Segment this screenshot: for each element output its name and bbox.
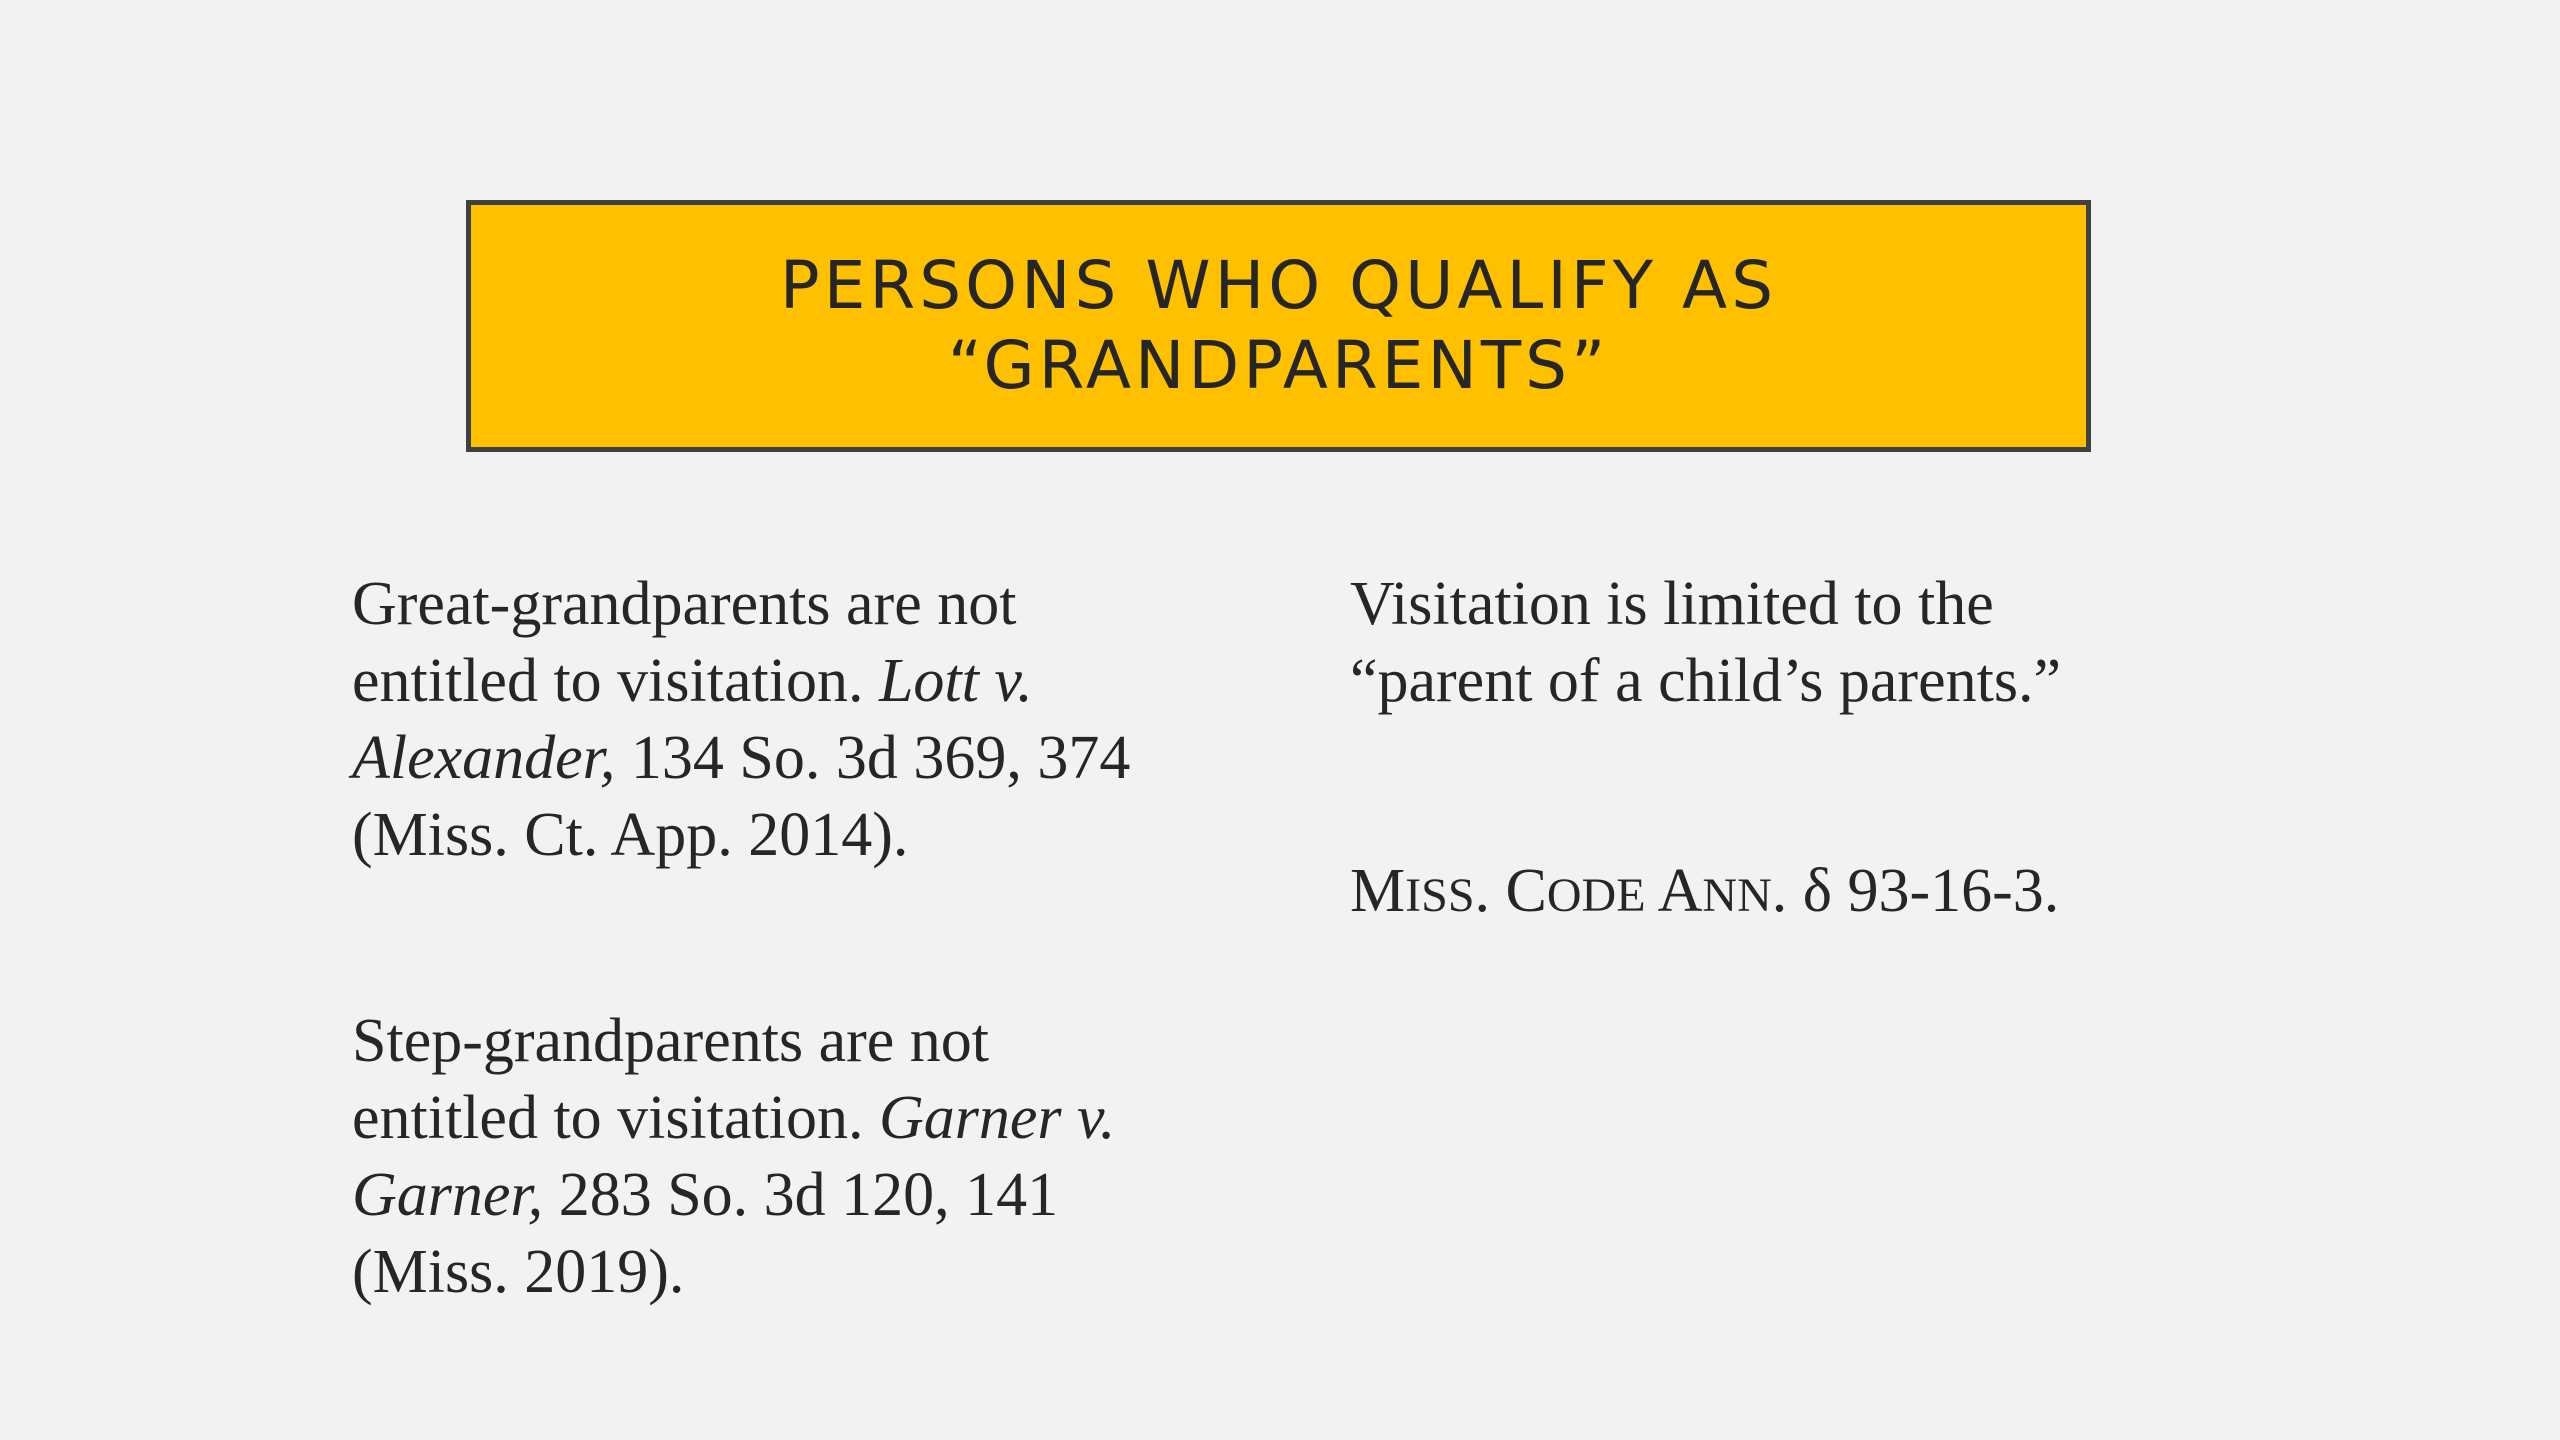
statute-section-number: . δ 93-16-3. bbox=[1771, 857, 2060, 925]
statute-dot: . bbox=[1474, 857, 1506, 925]
statute-c: C bbox=[1505, 857, 1547, 925]
statute-citation-line bbox=[1350, 853, 2210, 934]
step-grandparents-line-2 bbox=[352, 1080, 1252, 1157]
title-banner bbox=[466, 200, 2091, 452]
statute-space bbox=[1646, 857, 1658, 925]
step-grandparents-line-3 bbox=[352, 1157, 1252, 1234]
step-grandparents-paragraph bbox=[352, 1003, 1252, 1311]
statute-ode: ODE bbox=[1546, 869, 1646, 922]
statute-a: A bbox=[1657, 857, 1703, 925]
great-grandparents-line-3 bbox=[352, 720, 1252, 797]
step-grandparents-line-4: (Miss. 2019). bbox=[352, 1238, 685, 1306]
visitation-limit-paragraph bbox=[1350, 566, 2210, 720]
statute-m: M bbox=[1350, 857, 1406, 925]
great-grandparents-line-2-text: entitled to visitation. bbox=[352, 647, 879, 715]
lott-case-name-part-2: Alexander, bbox=[352, 724, 616, 792]
statute-iss: ISS bbox=[1405, 869, 1475, 922]
great-grandparents-line-1: Great-grandparents are not bbox=[352, 570, 1017, 638]
great-grandparents-line-2 bbox=[352, 643, 1252, 720]
garner-case-name-part-2: Garner, bbox=[352, 1161, 544, 1229]
garner-citation: 283 So. 3d 120, 141 bbox=[543, 1161, 1059, 1229]
great-grandparents-line-4: (Miss. Ct. App. 2014). bbox=[352, 801, 909, 869]
garner-case-name-part-1: Garner v. bbox=[878, 1084, 1116, 1152]
visitation-limit-line-1: Visitation is limited to the bbox=[1350, 570, 1994, 638]
statute-nn: NN bbox=[1702, 869, 1772, 922]
lott-case-name-part-1: Lott v. bbox=[878, 647, 1033, 715]
lott-citation: 134 So. 3d 369, 374 bbox=[615, 724, 1131, 792]
slide-title-line-1: PERSONS WHO QUALIFY AS bbox=[779, 247, 1778, 324]
slide-title-line-2: “GRANDPARENTS” bbox=[947, 327, 1610, 404]
step-grandparents-line-1: Step-grandparents are not bbox=[352, 1007, 989, 1075]
statute-citation bbox=[1350, 853, 2210, 934]
visitation-limit-line-2: “parent of a child’s parents.” bbox=[1350, 647, 2061, 715]
great-grandparents-paragraph bbox=[352, 566, 1252, 874]
step-grandparents-line-2-text: entitled to visitation. bbox=[352, 1084, 879, 1152]
